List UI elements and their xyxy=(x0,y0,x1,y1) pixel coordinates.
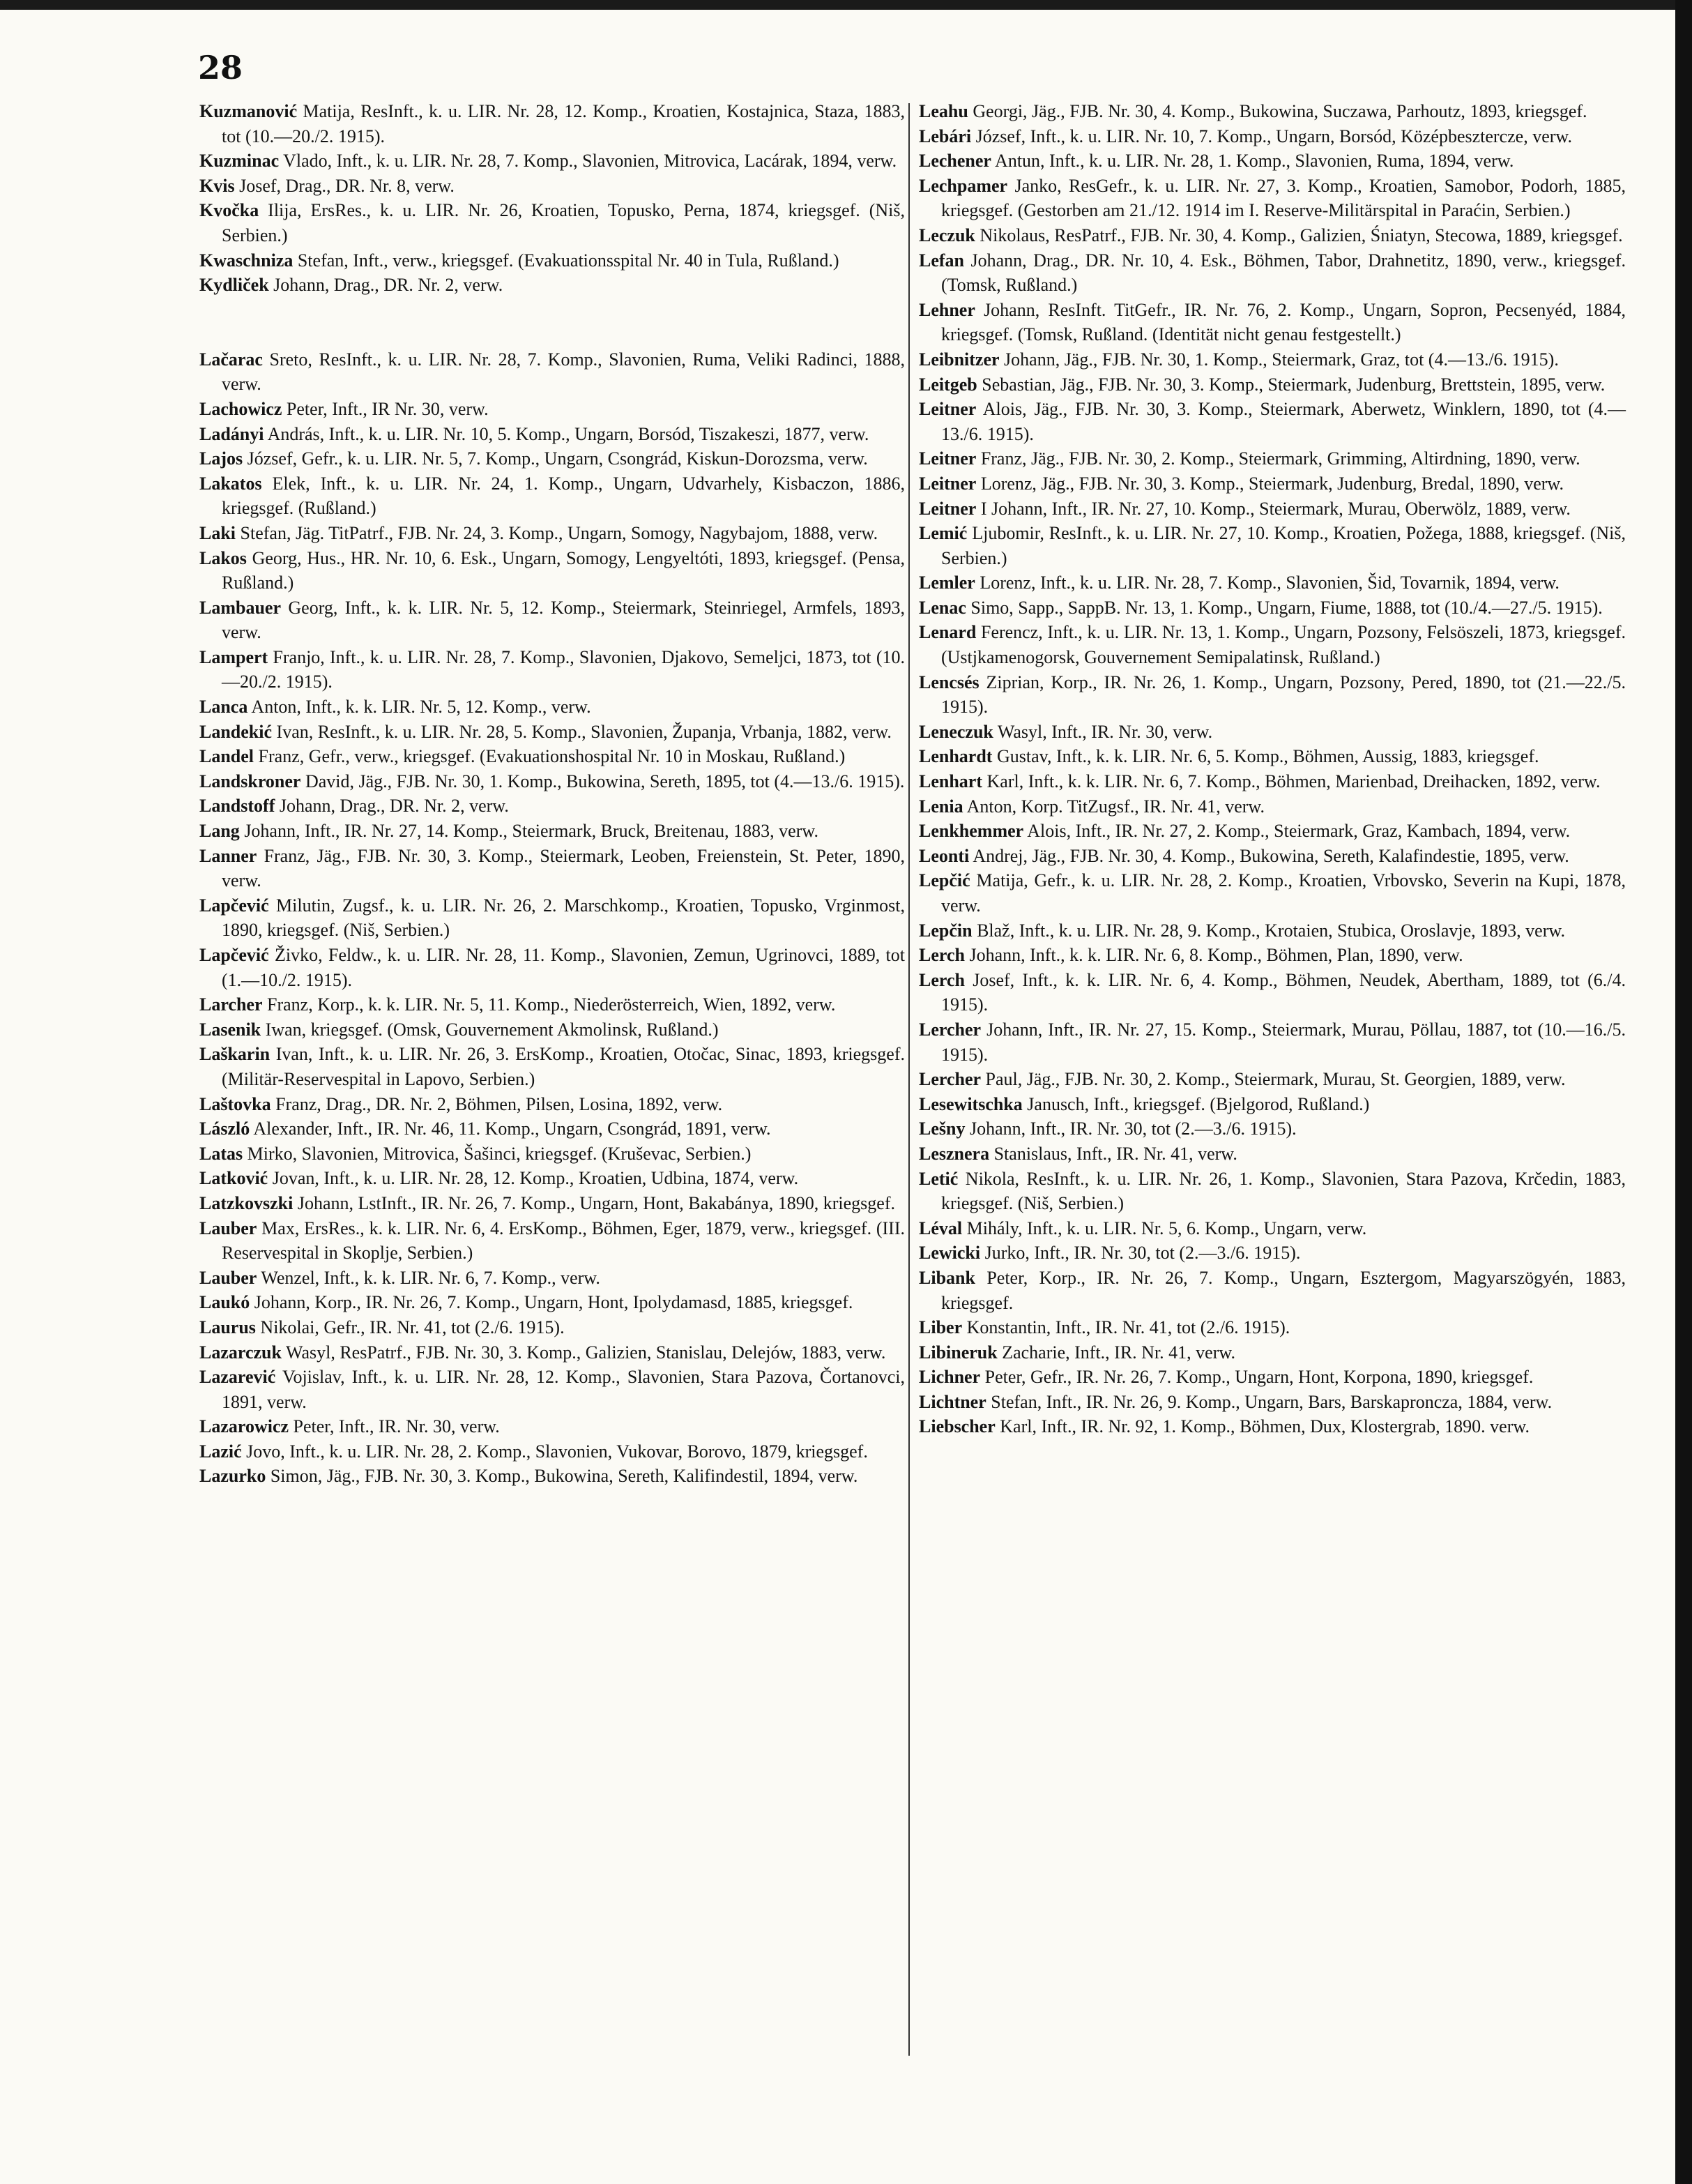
register-entry xyxy=(199,695,905,720)
entry-surname: Lechener xyxy=(919,151,991,172)
entry-details: Peter, Korp., IR. Nr. 26, 7. Komp., Ungarn, Esztergom, Magyarszögyén, 1883, kriegsgef. xyxy=(941,1267,1626,1313)
entry-details: Josef, Inft., k. k. LIR. Nr. 6, 4. Komp., Böhmen, Neudek, Abertham, 1889, tot (6./4. 1915). xyxy=(941,969,1626,1015)
entry-details: Alois, Jäg., FJB. Nr. 30, 3. Komp., Steiermark, Aberwetz, Winklern, 1890, tot (4.—13./6. 1915). xyxy=(941,399,1626,444)
entry-surname: Leitgeb xyxy=(919,374,977,395)
entry-surname: Lenard xyxy=(919,622,977,643)
column-divider xyxy=(908,103,910,2056)
entry-details: Johann, Inft., k. k. LIR. Nr. 6, 8. Komp., Böhmen, Plan, 1890, verw. xyxy=(969,945,1463,966)
entry-surname: Léval xyxy=(919,1218,963,1238)
scan-edge-right xyxy=(1675,0,1692,2184)
register-entry xyxy=(199,248,905,273)
entry-surname: Lanca xyxy=(199,697,248,718)
entry-surname: Lehner xyxy=(919,299,975,320)
register-entry xyxy=(919,596,1626,621)
register-entry xyxy=(919,347,1626,372)
register-entry xyxy=(199,174,905,199)
register-entry xyxy=(199,769,905,794)
entry-details: Peter, Gefr., IR. Nr. 26, 7. Komp., Ungarn, Hont, Korpona, 1890, kriegsgef. xyxy=(984,1367,1534,1388)
entry-surname: Kuzminac xyxy=(199,151,280,172)
entry-surname: Leonti xyxy=(919,845,970,866)
entry-details: Johann, Inft., IR. Nr. 30, tot (2.—3./6. 1915). xyxy=(969,1118,1297,1139)
entry-details: Ivan, ResInft., k. u. LIR. Nr. 28, 5. Komp., Slavonien, Županja, Vrbanja, 1882, verw. xyxy=(276,721,892,742)
register-entry xyxy=(919,248,1626,298)
register-entry xyxy=(919,1315,1626,1340)
register-entry xyxy=(199,198,905,248)
entry-details: Lorenz, Inft., k. u. LIR. Nr. 28, 7. Komp., Slavonien, Šid, Tovarnik, 1894, verw. xyxy=(980,572,1560,593)
entry-surname: Laki xyxy=(199,522,236,543)
entry-details: Sreto, ResInft., k. u. LIR. Nr. 28, 7. Komp., Slavonien, Ruma, Veliki Radinci, 1888, verw. xyxy=(222,349,905,395)
entry-surname: Leczuk xyxy=(919,225,975,245)
entry-details: Ilija, ErsRes., k. u. LIR. Nr. 26, Kroatien, Topusko, Perna, 1874, kriegsgef. (Niš, Serbien.) xyxy=(222,200,905,245)
entry-details: Nikolaus, ResPatrf., FJB. Nr. 30, 4. Komp., Galizien, Śniatyn, Stecowa, 1889, kriegsgef. xyxy=(980,225,1623,245)
register-entry xyxy=(919,471,1626,496)
entry-details: Karl, Inft., k. k. LIR. Nr. 6, 7. Komp., Böhmen, Marienbad, Dreihacken, 1892, verw. xyxy=(986,771,1601,792)
register-entry xyxy=(919,521,1626,570)
entry-details: Anton, Inft., k. k. LIR. Nr. 5, 12. Komp., verw. xyxy=(251,697,591,718)
register-entry xyxy=(919,174,1626,223)
register-entry xyxy=(199,1142,905,1167)
entry-surname: Ladányi xyxy=(199,423,264,444)
entry-details: Gustav, Inft., k. k. LIR. Nr. 6, 5. Komp., Böhmen, Aussig, 1883, kriegsgef. xyxy=(996,746,1539,767)
register-entry xyxy=(199,943,905,992)
register-entry xyxy=(199,521,905,546)
entry-details: Iwan, kriegsgef. (Omsk, Gouvernement Akmolinsk, Rußland.) xyxy=(265,1019,719,1040)
register-entry xyxy=(199,645,905,695)
entry-details: Mihály, Inft., k. u. LIR. Nr. 5, 6. Komp., Ungarn, verw. xyxy=(966,1218,1367,1238)
entry-details: Nikola, ResInft., k. u. LIR. Nr. 26, 1. Komp., Slavonien, Stara Pazova, Krčedin, 1883, kriegsgef. (Niš, Serbien.) xyxy=(941,1168,1626,1214)
entry-surname: Lerch xyxy=(919,969,965,990)
entry-surname: Lesznera xyxy=(919,1143,990,1164)
entry-surname: Lepčić xyxy=(919,870,970,891)
entry-details: Zacharie, Inft., IR. Nr. 41, verw. xyxy=(1002,1342,1235,1363)
register-entry xyxy=(919,1414,1626,1439)
entry-details: David, Jäg., FJB. Nr. 30, 1. Komp., Bukowina, Sereth, 1895, tot (4.—13./6. 1915). xyxy=(305,771,905,791)
entry-surname: Lazarczuk xyxy=(199,1342,282,1363)
section-gap xyxy=(199,298,905,347)
entry-details: Johann, ResInft. TitGefr., IR. Nr. 76, 2. Komp., Ungarn, Sopron, Pecsenyéd, 1884, kriegsgef. (Tomsk, Rußland. (Identität nicht genau festgestellt.) xyxy=(941,299,1626,345)
entry-surname: Lencsés xyxy=(919,672,980,692)
entry-details: Janusch, Inft., kriegsgef. (Bjelgorod, Rußland.) xyxy=(1027,1093,1370,1114)
register-entry xyxy=(199,422,905,447)
register-entry xyxy=(199,844,905,893)
entry-details: Johann, Drag., DR. Nr. 2, verw. xyxy=(279,796,509,817)
register-entry xyxy=(919,1067,1626,1092)
entry-details: Stefan, Inft., verw., kriegsgef. (Evakuationsspital Nr. 40 in Tula, Rußland.) xyxy=(297,250,839,271)
entry-surname: Lenhardt xyxy=(919,746,993,767)
entry-details: Johann, Inft., IR. Nr. 27, 15. Komp., Steiermark, Murau, Pöllau, 1887, tot (10.—16./5. 1915). xyxy=(941,1019,1626,1065)
register-entry xyxy=(199,446,905,471)
register-entry xyxy=(199,149,905,174)
entry-surname: Kwaschniza xyxy=(199,250,294,271)
register-entry xyxy=(199,1266,905,1291)
entry-details: Karl, Inft., IR. Nr. 92, 1. Komp., Böhmen, Dux, Klostergrab, 1890. verw. xyxy=(1000,1416,1530,1437)
register-entry xyxy=(919,1167,1626,1216)
entry-surname: Lemić xyxy=(919,523,968,544)
register-entry xyxy=(919,496,1626,522)
register-entry xyxy=(919,1241,1626,1266)
entry-surname: Lešny xyxy=(919,1118,966,1139)
entry-details: Peter, Inft., IR Nr. 30, verw. xyxy=(286,398,489,419)
entry-surname: Lazarowicz xyxy=(199,1416,289,1437)
entry-surname: László xyxy=(199,1118,250,1139)
entry-details: András, Inft., k. u. LIR. Nr. 10, 5. Komp., Ungarn, Borsód, Tiszakeszi, 1877, verw. xyxy=(267,423,869,444)
register-entry xyxy=(919,744,1626,769)
entry-details: Georg, Hus., HR. Nr. 10, 6. Esk., Ungarn, Somogy, Lengyeltóti, 1893, kriegsgef. (Pensa, Rußland.) xyxy=(222,547,906,593)
entry-details: Jovo, Inft., k. u. LIR. Nr. 28, 2. Komp., Slavonien, Vukovar, Borovo, 1879, kriegsgef. xyxy=(246,1441,868,1462)
register-entry xyxy=(199,819,905,844)
register-entry xyxy=(919,99,1626,124)
entry-surname: Lercher xyxy=(919,1019,982,1040)
entry-surname: Lanner xyxy=(199,845,257,866)
entry-details: Milutin, Zugsf., k. u. LIR. Nr. 26, 2. Marschkomp., Kroatien, Topusko, Vrginmost, 1890, kriegsgef. (Niš, Serbien.) xyxy=(222,895,906,941)
entry-details: Johann, LstInft., IR. Nr. 26, 7. Komp., Ungarn, Hont, Bakabánya, 1890, kriegsgef. xyxy=(297,1192,895,1213)
entry-details: Vojislav, Inft., k. u. LIR. Nr. 28, 12. Komp., Slavonien, Stara Pazova, Čortanovci, 1891, verw. xyxy=(222,1367,906,1412)
register-entry xyxy=(919,1266,1626,1315)
entry-details: Matija, ResInft., k. u. LIR. Nr. 28, 12. Komp., Kroatien, Kostajnica, Staza, 1883, tot (10.—20./2. 1915). xyxy=(222,101,905,146)
entry-details: Johann, Drag., DR. Nr. 2, verw. xyxy=(273,275,503,296)
entry-details: Franjo, Inft., k. u. LIR. Nr. 28, 7. Komp., Slavonien, Djakovo, Semeljci, 1873, tot (10.—20./2. 1915). xyxy=(222,646,906,692)
entry-details: Matija, Gefr., k. u. LIR. Nr. 28, 2. Komp., Kroatien, Vrbovsko, Severin na Kupi, 1878, verw. xyxy=(941,870,1626,916)
entry-details: Wasyl, Inft., IR. Nr. 30, verw. xyxy=(997,721,1213,742)
entry-surname: Landel xyxy=(199,746,254,767)
register-entry xyxy=(919,298,1626,347)
right-column-entries xyxy=(919,99,1626,1439)
register-entry xyxy=(199,471,905,521)
register-entry xyxy=(919,1340,1626,1365)
register-entry xyxy=(919,918,1626,943)
entry-surname: Leitner xyxy=(919,498,977,519)
entry-details: Ferencz, Inft., k. u. LIR. Nr. 13, 1. Komp., Ungarn, Pozsony, Felsöszeli, 1873, kriegsgef. (Ustjkamenogorsk, Gouvernement Semipalatinsk, Rußland.) xyxy=(941,622,1626,668)
entry-details: Alexander, Inft., IR. Nr. 46, 11. Komp., Ungarn, Csongrád, 1891, verw. xyxy=(253,1118,771,1139)
register-entry xyxy=(199,1042,905,1091)
register-entry xyxy=(919,670,1626,720)
register-entry xyxy=(919,1017,1626,1067)
entry-details: Ziprian, Korp., IR. Nr. 26, 1. Komp., Ungarn, Pozsony, Pered, 1890, tot (21.—22./5. 1915). xyxy=(941,672,1626,718)
register-entry xyxy=(199,720,905,745)
register-entry xyxy=(919,1142,1626,1167)
entry-surname: Lampert xyxy=(199,646,268,667)
entry-surname: Lasenik xyxy=(199,1019,261,1040)
register-entry xyxy=(919,1365,1626,1390)
entry-surname: Leitner xyxy=(919,399,977,420)
register-entry xyxy=(199,1414,905,1439)
left-column xyxy=(199,99,905,1489)
entry-details: Wenzel, Inft., k. k. LIR. Nr. 6, 7. Komp., verw. xyxy=(261,1267,600,1288)
entry-surname: Liebscher xyxy=(919,1416,996,1437)
entry-details: Ivan, Inft., k. u. LIR. Nr. 26, 3. ErsKomp., Kroatien, Otočac, Sinac, 1893, kriegsgef. (Militär-Reservespital in Lapovo, Serbien.) xyxy=(222,1044,906,1089)
entry-surname: Liber xyxy=(919,1317,963,1338)
scan-edge-top xyxy=(0,0,1692,10)
entry-details: Mirko, Slavonien, Mitrovica, Šašinci, kriegsgef. (Kruševac, Serbien.) xyxy=(247,1143,752,1164)
register-entry xyxy=(199,397,905,422)
entry-surname: Leitner xyxy=(919,473,977,494)
entry-surname: Lenia xyxy=(919,796,963,817)
left-column-l-entries xyxy=(199,347,905,1489)
entry-surname: Laškarin xyxy=(199,1044,270,1065)
entry-details: Johann, Jäg., FJB. Nr. 30, 1. Komp., Steiermark, Graz, tot (4.—13./6. 1915). xyxy=(1004,349,1559,370)
entry-details: Ljubomir, ResInft., k. u. LIR. Nr. 27, 10. Komp., Kroatien, Požega, 1888, kriegsgef. (Niš, Serbien.) xyxy=(941,523,1626,568)
entry-surname: Lambauer xyxy=(199,597,281,618)
entry-details: Johann, Korp., IR. Nr. 26, 7. Komp., Ungarn, Hont, Ipolydamasd, 1885, kriegsgef. xyxy=(254,1292,853,1313)
entry-details: Vlado, Inft., k. u. LIR. Nr. 28, 7. Komp., Slavonien, Mitrovica, Lacárak, 1894, verw. xyxy=(283,151,897,172)
entry-surname: Kuzmanović xyxy=(199,101,298,121)
register-entry xyxy=(199,273,905,298)
entry-details: Jurko, Inft., IR. Nr. 30, tot (2.—3./6. 1915). xyxy=(984,1243,1301,1264)
register-entry xyxy=(199,1340,905,1365)
entry-surname: Libank xyxy=(919,1267,975,1288)
entry-surname: Lenac xyxy=(919,597,966,618)
register-entry xyxy=(919,149,1626,174)
entry-surname: Lazić xyxy=(199,1441,242,1462)
entry-surname: Lenhart xyxy=(919,771,982,792)
entry-surname: Lenkhemmer xyxy=(919,821,1024,842)
entry-surname: Lapčević xyxy=(199,945,269,965)
entry-details: Stefan, Jäg. TitPatrf., FJB. Nr. 24, 3. Komp., Ungarn, Somogy, Nagybajom, 1888, verw. xyxy=(240,522,878,543)
register-entry xyxy=(199,1439,905,1464)
entry-surname: Landskroner xyxy=(199,771,301,791)
register-entry xyxy=(919,372,1626,397)
entry-details: Franz, Jäg., FJB. Nr. 30, 2. Komp., Steiermark, Grimming, Altirdning, 1890, verw. xyxy=(980,448,1580,469)
register-entry xyxy=(919,720,1626,745)
entry-details: Simon, Jäg., FJB. Nr. 30, 3. Komp., Bukowina, Sereth, Kalifindestil, 1894, verw. xyxy=(270,1466,858,1487)
entry-surname: Lauber xyxy=(199,1218,257,1238)
entry-surname: Latković xyxy=(199,1168,268,1189)
entry-surname: Lichtner xyxy=(919,1391,986,1412)
entry-details: Nikolai, Gefr., IR. Nr. 41, tot (2./6. 1915). xyxy=(260,1317,565,1337)
entry-surname: Lačarac xyxy=(199,349,263,370)
entry-details: I Johann, Inft., IR. Nr. 27, 10. Komp., Steiermark, Murau, Oberwölz, 1889, verw. xyxy=(980,498,1571,519)
register-entry xyxy=(199,744,905,769)
entry-surname: Lichner xyxy=(919,1367,981,1388)
entry-surname: Lazarević xyxy=(199,1367,276,1388)
register-entry xyxy=(199,1116,905,1142)
entry-details: Živko, Feldw., k. u. LIR. Nr. 28, 11. Komp., Slavonien, Zemun, Ugrinovci, 1889, tot (1.—10./2. 1915). xyxy=(222,945,905,990)
register-entry xyxy=(199,1365,905,1414)
entry-details: Antun, Inft., k. u. LIR. Nr. 28, 1. Komp., Slavonien, Ruma, 1894, verw. xyxy=(995,151,1514,172)
register-entry xyxy=(199,1092,905,1117)
register-entry xyxy=(199,992,905,1017)
entry-surname: Leibnitzer xyxy=(919,349,1000,370)
register-entry xyxy=(919,397,1626,446)
right-column xyxy=(919,99,1626,1439)
entry-surname: Kvis xyxy=(199,175,235,196)
entry-details: Lorenz, Jäg., FJB. Nr. 30, 3. Komp., Steiermark, Judenburg, Bredal, 1890, verw. xyxy=(980,473,1564,494)
register-entry xyxy=(919,943,1626,968)
entry-surname: Laukó xyxy=(199,1292,250,1313)
entry-surname: Lepčin xyxy=(919,920,973,941)
entry-surname: Leahu xyxy=(919,101,968,121)
entry-details: Georgi, Jäg., FJB. Nr. 30, 4. Komp., Bukowina, Suczawa, Parhoutz, 1893, kriegsgef. xyxy=(973,101,1587,121)
entry-details: Elek, Inft., k. u. LIR. Nr. 24, 1. Komp., Ungarn, Udvarhely, Kisbaczon, 1886, kriegsgef. (Rußland.) xyxy=(222,473,905,519)
entry-details: Franz, Drag., DR. Nr. 2, Böhmen, Pilsen, Losina, 1892, verw. xyxy=(275,1093,723,1114)
entry-details: Paul, Jäg., FJB. Nr. 30, 2. Komp., Steiermark, Murau, St. Georgien, 1889, verw. xyxy=(985,1069,1566,1090)
register-entry xyxy=(199,1216,905,1266)
entry-surname: Lebári xyxy=(919,126,972,146)
entry-details: Johann, Drag., DR. Nr. 10, 4. Esk., Böhmen, Tabor, Drahnetitz, 1890, verw., kriegsgef. (Tomsk, Rußland.) xyxy=(941,250,1626,296)
entry-details: Andrej, Jäg., FJB. Nr. 30, 4. Komp., Bukowina, Sereth, Kalafindestie, 1895, verw. xyxy=(973,845,1569,866)
register-entry xyxy=(199,794,905,819)
entry-details: Johann, Inft., IR. Nr. 27, 14. Komp., Steiermark, Bruck, Breitenau, 1883, verw. xyxy=(244,821,818,842)
entry-surname: Lakatos xyxy=(199,473,262,494)
entry-details: Wasyl, ResPatrf., FJB. Nr. 30, 3. Komp., Galizien, Stanislau, Delejów, 1883, verw. xyxy=(285,1342,886,1363)
register-entry xyxy=(919,1390,1626,1415)
register-entry xyxy=(919,1216,1626,1241)
entry-surname: Landekić xyxy=(199,721,273,742)
entry-surname: Lapčević xyxy=(199,895,269,916)
register-entry xyxy=(919,968,1626,1017)
entry-surname: Lefan xyxy=(919,250,964,271)
entry-details: Peter, Inft., IR. Nr. 30, verw. xyxy=(293,1416,500,1437)
register-entry xyxy=(199,1017,905,1042)
entry-details: Janko, ResGefr., k. u. LIR. Nr. 27, 3. Komp., Kroatien, Samobor, Podorh, 1885, kriegsgef. (Gestorben am 21./12. 1914 im I. Reserve-Militärspital in Paraćin, Serbien.) xyxy=(941,175,1626,221)
entry-details: Josef, Drag., DR. Nr. 8, verw. xyxy=(239,175,455,196)
register-entry xyxy=(199,1464,905,1489)
register-entry xyxy=(919,570,1626,596)
register-entry xyxy=(919,794,1626,819)
register-entry xyxy=(919,769,1626,794)
register-entry xyxy=(199,1290,905,1315)
register-entry xyxy=(199,546,905,596)
entry-details: Stanislaus, Inft., IR. Nr. 41, verw. xyxy=(993,1143,1237,1164)
left-column-k-entries xyxy=(199,99,905,298)
register-entry xyxy=(919,1116,1626,1142)
entry-details: Alois, Inft., IR. Nr. 27, 2. Komp., Steiermark, Graz, Kambach, 1894, verw. xyxy=(1027,821,1571,842)
entry-details: József, Gefr., k. u. LIR. Nr. 5, 7. Komp., Ungarn, Csongrád, Kiskun-Dorozsma, verw. xyxy=(247,448,868,469)
entry-surname: Laštovka xyxy=(199,1093,271,1114)
entry-details: Konstantin, Inft., IR. Nr. 41, tot (2./6. 1915). xyxy=(966,1317,1290,1338)
entry-surname: Lajos xyxy=(199,448,243,469)
entry-surname: Laurus xyxy=(199,1317,256,1337)
entry-details: Franz, Gefr., verw., kriegsgef. (Evakuationshospital Nr. 10 in Moskau, Rußland.) xyxy=(258,746,846,767)
register-entry xyxy=(199,347,905,397)
entry-surname: Lewicki xyxy=(919,1243,981,1264)
register-entry xyxy=(919,868,1626,918)
entry-details: Simo, Sapp., SappB. Nr. 13, 1. Komp., Ungarn, Fiume, 1888, tot (10./4.—27./5. 1915). xyxy=(970,597,1603,618)
register-entry xyxy=(919,124,1626,149)
entry-surname: Latas xyxy=(199,1143,243,1164)
entry-surname: Lazurko xyxy=(199,1466,266,1487)
entry-surname: Lauber xyxy=(199,1267,257,1288)
register-entry xyxy=(919,844,1626,869)
register-entry xyxy=(919,620,1626,669)
entry-surname: Libineruk xyxy=(919,1342,998,1363)
register-entry xyxy=(199,596,905,645)
entry-surname: Lesewitschka xyxy=(919,1093,1023,1114)
entry-surname: Lachowicz xyxy=(199,398,282,419)
register-entry xyxy=(919,223,1626,248)
entry-surname: Latzkovszki xyxy=(199,1192,294,1213)
register-entry xyxy=(919,819,1626,844)
entry-surname: Leitner xyxy=(919,448,977,469)
entry-details: Max, ErsRes., k. k. LIR. Nr. 6, 4. ErsKomp., Böhmen, Eger, 1879, verw., kriegsgef. (III. Reservespital in Skoplje, Serbien.) xyxy=(222,1218,905,1264)
entry-surname: Lemler xyxy=(919,572,975,593)
entry-details: József, Inft., k. u. LIR. Nr. 10, 7. Komp., Ungarn, Borsód, Középbesztercze, verw. xyxy=(975,126,1572,146)
entry-details: Anton, Korp. TitZugsf., IR. Nr. 41, verw. xyxy=(966,796,1265,817)
entry-surname: Letić xyxy=(919,1168,959,1189)
entry-surname: Kvočka xyxy=(199,200,259,221)
register-entry xyxy=(199,1315,905,1340)
entry-details: Stefan, Inft., IR. Nr. 26, 9. Komp., Ungarn, Bars, Barskaproncza, 1884, verw. xyxy=(991,1391,1553,1412)
entry-surname: Lang xyxy=(199,821,240,842)
entry-surname: Lercher xyxy=(919,1069,982,1090)
entry-details: Sebastian, Jäg., FJB. Nr. 30, 3. Komp., Steiermark, Judenburg, Brettstein, 1895, verw. xyxy=(982,374,1606,395)
entry-details: Franz, Jäg., FJB. Nr. 30, 3. Komp., Steiermark, Leoben, Freienstein, St. Peter, 1890, verw. xyxy=(222,845,905,891)
register-entry xyxy=(199,99,905,149)
register-entry xyxy=(199,893,905,943)
register-entry xyxy=(199,1191,905,1216)
entry-details: Jovan, Inft., k. u. LIR. Nr. 28, 12. Komp., Kroatien, Udbina, 1874, verw. xyxy=(272,1168,799,1189)
entry-surname: Lechpamer xyxy=(919,175,1008,196)
entry-surname: Landstoff xyxy=(199,796,275,817)
entry-details: Blaž, Inft., k. u. LIR. Nr. 28, 9. Komp., Krotaien, Stubica, Oroslavje, 1893, verw. xyxy=(977,920,1565,941)
page-number: 28 xyxy=(198,49,243,86)
entry-details: Franz, Korp., k. k. LIR. Nr. 5, 11. Komp., Niederösterreich, Wien, 1892, verw. xyxy=(267,994,836,1015)
entry-details: Georg, Inft., k. k. LIR. Nr. 5, 12. Komp., Steiermark, Steinriegel, Armfels, 1893, verw. xyxy=(222,597,906,643)
entry-surname: Leneczuk xyxy=(919,721,993,742)
entry-surname: Lerch xyxy=(919,945,965,966)
entry-surname: Lakos xyxy=(199,547,247,568)
register-entry xyxy=(919,1092,1626,1117)
register-entry xyxy=(199,1166,905,1191)
entry-surname: Kydliček xyxy=(199,275,269,296)
register-entry xyxy=(919,446,1626,471)
entry-surname: Larcher xyxy=(199,994,263,1015)
